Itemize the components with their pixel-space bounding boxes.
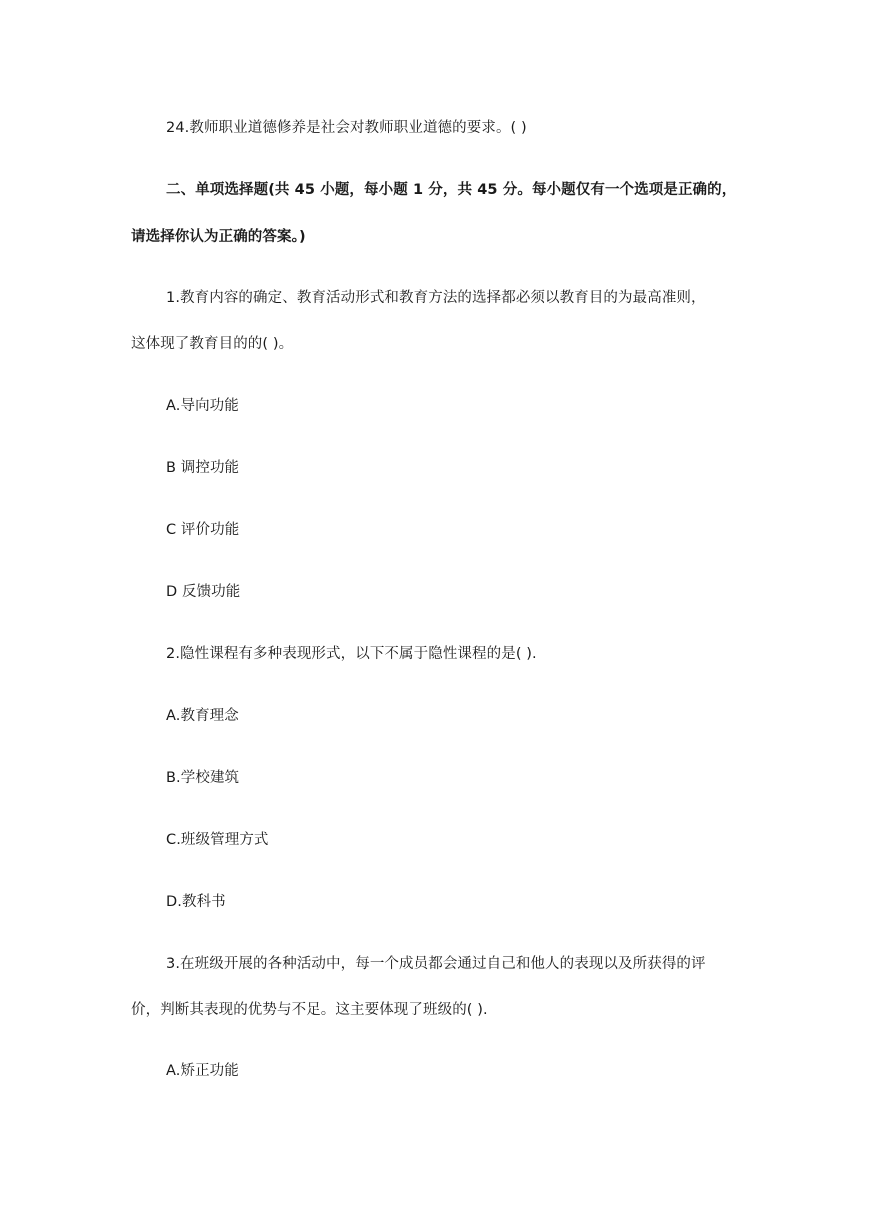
question-1-option-c: C 评价功能	[166, 522, 240, 538]
question-3-stem-line1: 3.在班级开展的各种活动中，每一个成员都会通过自己和他人的表现以及所获得的评	[166, 956, 706, 972]
question-2-option-c: C.班级管理方式	[166, 832, 269, 848]
question-2-option-d: D.教科书	[166, 894, 226, 910]
question-2-option-a: A.教育理念	[166, 708, 239, 724]
question-3-option-a: A.矫正功能	[166, 1063, 239, 1079]
question-1-stem-line1: 1.教育内容的确定、教育活动形式和教育方法的选择都必须以教育目的为最高准则，	[166, 290, 706, 306]
question-2-option-b: B.学校建筑	[166, 770, 240, 786]
question-1-stem-line2: 这体现了教育目的的( )。	[131, 336, 294, 352]
section-heading-line1: 二、单项选择题(共 45 小题，每小题 1 分，共 45 分。每小题仅有一个选项是正确的，	[166, 182, 737, 198]
question-3-stem-line2: 价，判断其表现的优势与不足。这主要体现了班级的( ).	[131, 1002, 488, 1018]
question-1-option-a: A.导向功能	[166, 398, 239, 414]
question-2-stem-line1: 2.隐性课程有多种表现形式，以下不属于隐性课程的是( ).	[166, 646, 537, 662]
question-1-option-b: B 调控功能	[166, 460, 240, 476]
section-heading-line2: 请选择你认为正确的答案。)	[131, 229, 306, 245]
question-24-text: 24.教师职业道德修养是社会对教师职业道德的要求。( )	[166, 120, 527, 136]
question-1-option-d: D 反馈功能	[166, 584, 241, 600]
